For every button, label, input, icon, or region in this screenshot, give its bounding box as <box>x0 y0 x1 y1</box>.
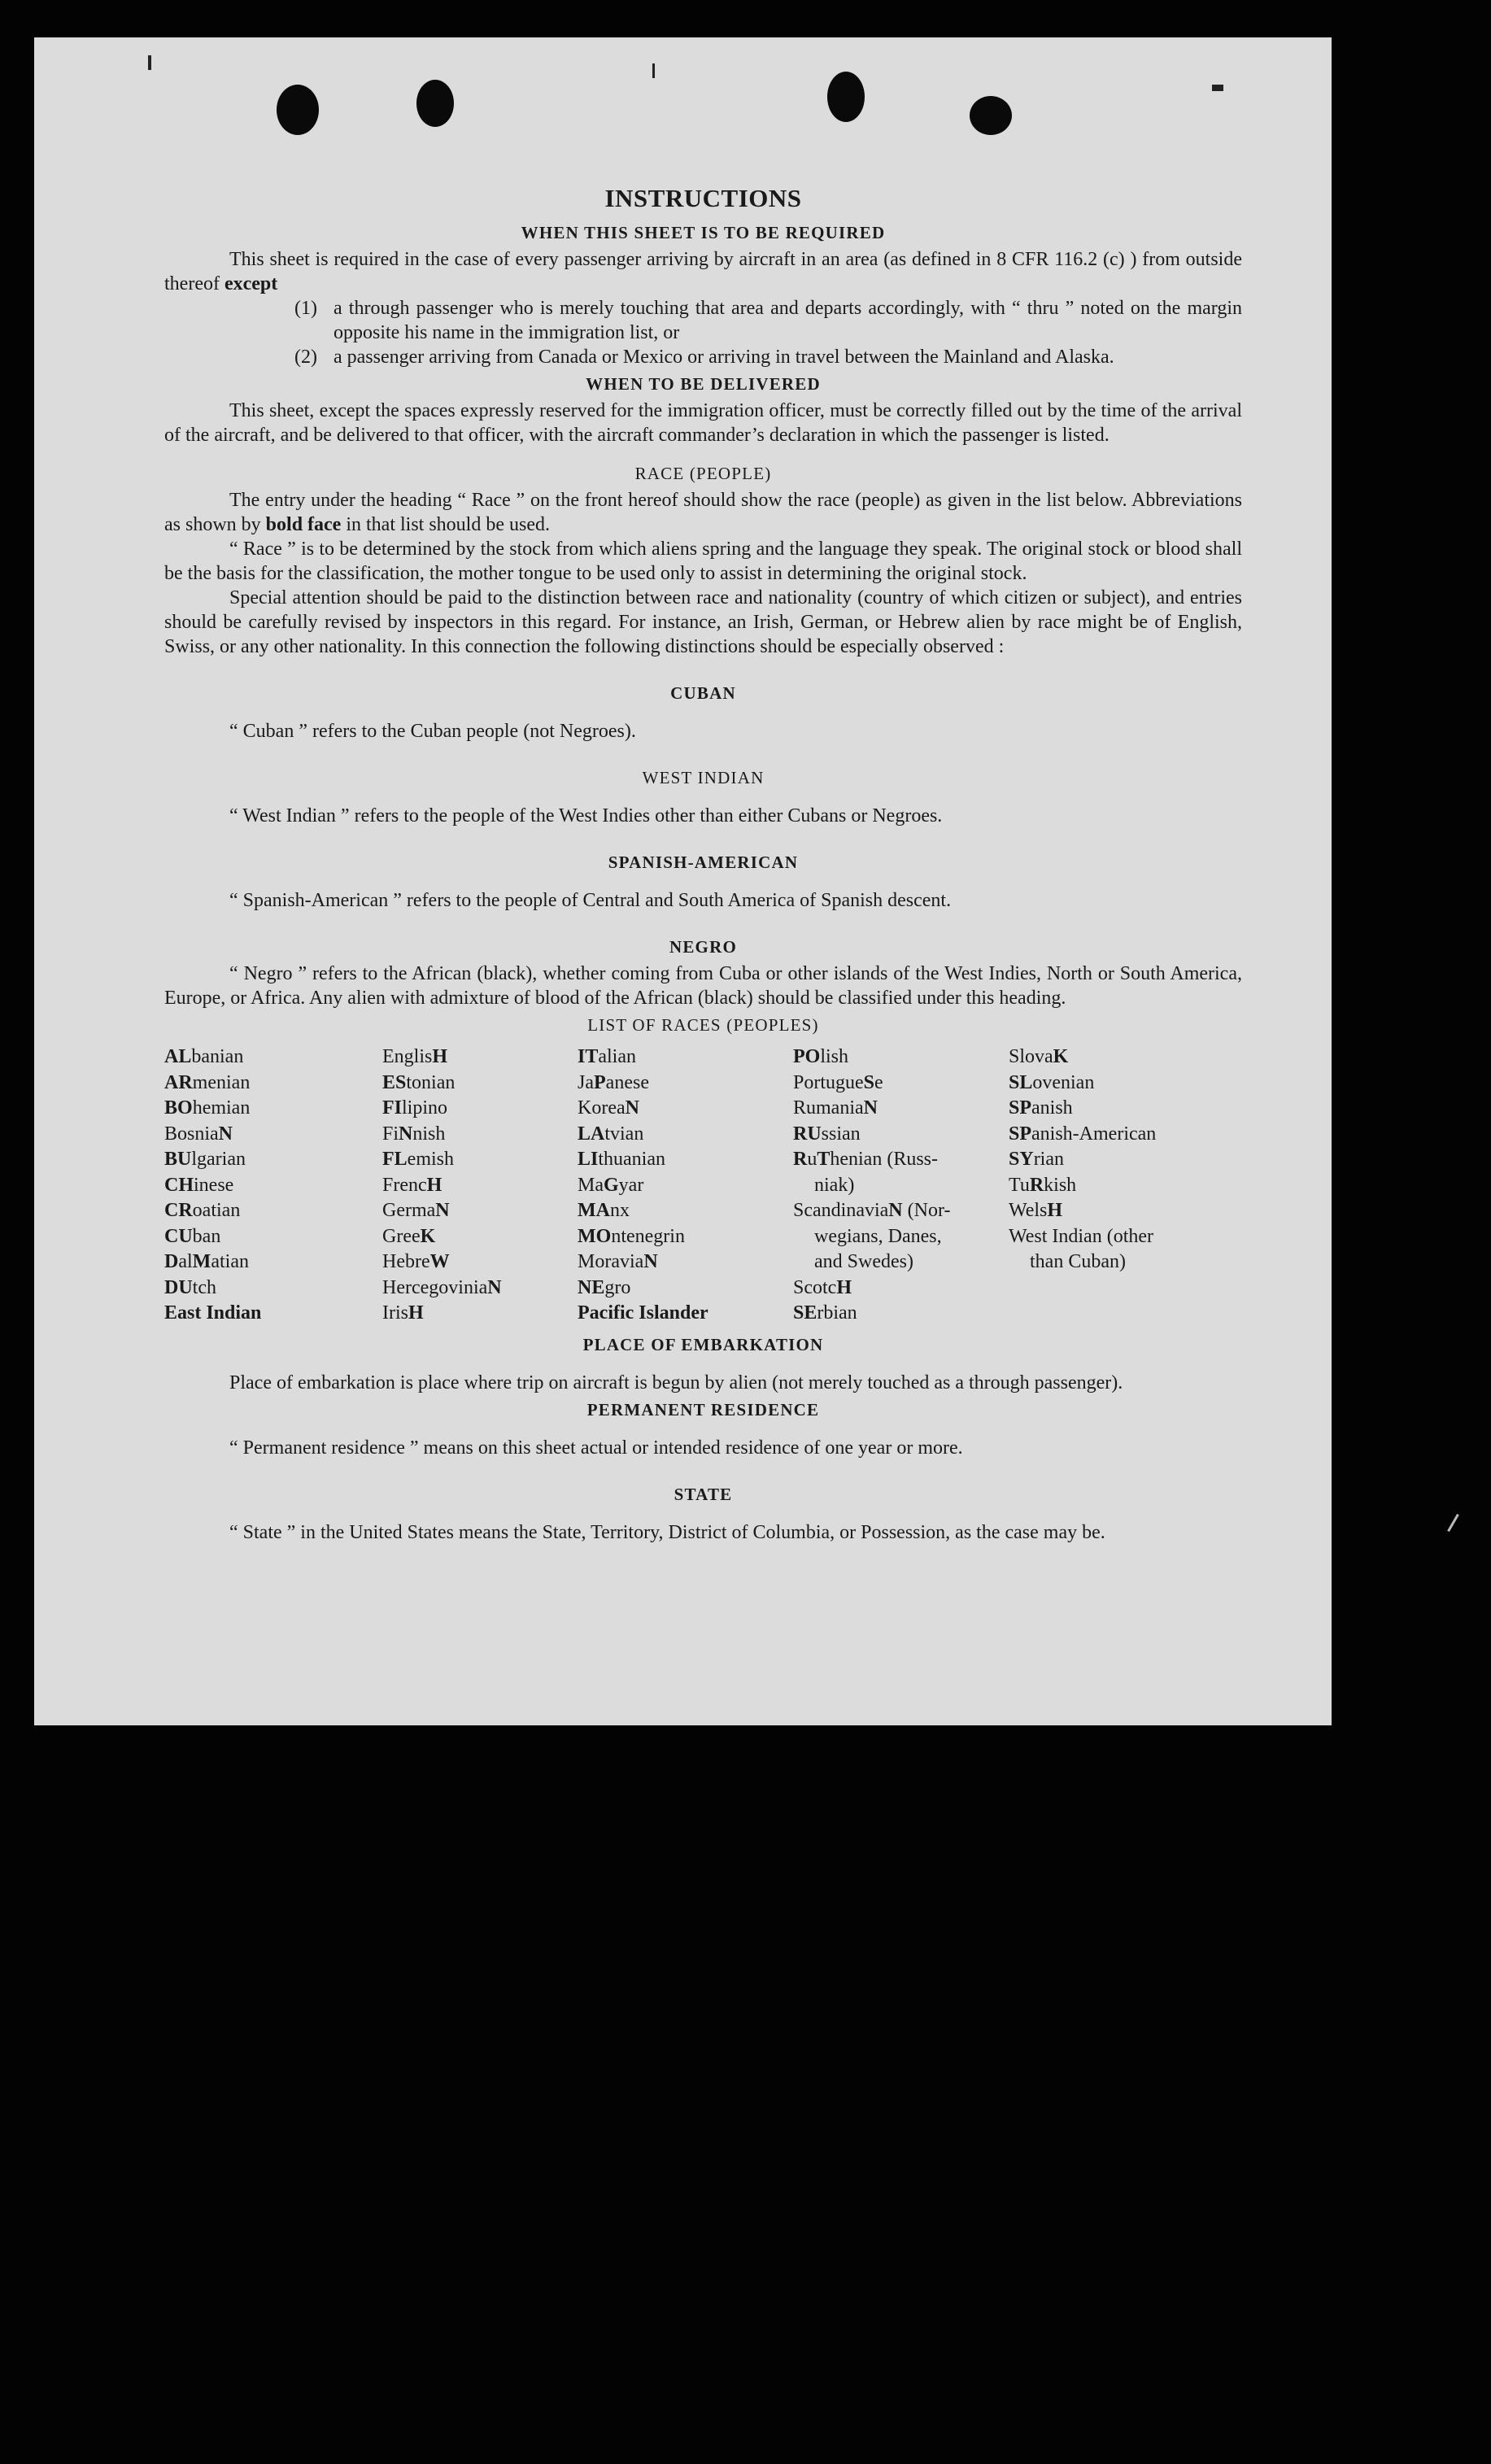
delivered-text: This sheet, except the spaces expressly reserved for the immigration officer, must be correctly filled out by the time of the arrival of the aircraft, and be delivered to that officer, with the aircraft commander’s declaration in which the passenger is listed. <box>164 400 1242 446</box>
document-sheet <box>34 37 1332 1725</box>
race-entry: BUlgarian <box>164 1149 246 1170</box>
race-entry: KoreaN <box>578 1097 639 1119</box>
required-intro: This sheet is required in the case of every passenger arriving by aircraft in an area (as defined in 8 CFR 116.2 (c) ) from outside thereof except <box>164 249 1242 294</box>
heading-required: WHEN THIS SHEET IS TO BE REQUIRED <box>521 223 886 242</box>
embarkation-text: Place of embarkation is place where trip on aircraft is begun by alien (not merely touched as a through passenger). <box>229 1372 1123 1393</box>
races-list <box>164 1044 1242 1327</box>
race-entry: SPanish-American <box>1009 1123 1157 1145</box>
heading-cuban: CUBAN <box>670 683 736 703</box>
heading-embarkation: PLACE OF EMBARKATION <box>582 1334 824 1354</box>
races-column-3 <box>578 1044 793 1327</box>
cuban-text: “ Cuban ” refers to the Cuban people (not Negroes). <box>229 721 636 742</box>
west-indian-text: “ West Indian ” refers to the people of the West Indies other than either Cubans or Negroes. <box>229 805 943 826</box>
race-entry: HercegoviniaN <box>382 1276 502 1298</box>
race-entry: ITalian <box>578 1046 636 1067</box>
race-entry: ALbanian <box>164 1046 244 1067</box>
race-entry: LAtvian <box>578 1123 644 1145</box>
race-entry: GermaN <box>382 1200 450 1221</box>
race-entry: BosniaN <box>164 1123 233 1145</box>
races-column-5 <box>1009 1044 1204 1327</box>
race-entry: niak) <box>814 1174 855 1196</box>
race-entry: and Swedes) <box>814 1251 913 1272</box>
speck-mark <box>652 63 655 78</box>
punch-hole <box>970 96 1012 135</box>
heading-race: RACE (PEOPLE) <box>634 464 772 483</box>
race-entry: EStonian <box>382 1071 456 1093</box>
race-entry: SPanish <box>1009 1097 1073 1119</box>
race-entry: DalMatian <box>164 1251 249 1272</box>
races-column-2 <box>382 1044 578 1327</box>
speck-mark <box>1447 1514 1459 1532</box>
race-entry: ARmenian <box>164 1071 251 1093</box>
document-content <box>164 143 1242 1545</box>
race-paragraph-3: Special attention should be paid to the distinction between race and nationality (country of which citizen or subject), and entries should be carefully revised by inspectors in this regard. For instance, an Irish, German, or Hebrew alien by race might be of English, Swiss, or any other nationality. In this connection the following distinctions should be especially observed : <box>164 587 1242 657</box>
race-entry: ScotcH <box>793 1276 852 1298</box>
race-entry: RUssian <box>793 1123 861 1145</box>
race-entry: SLovenian <box>1009 1071 1095 1093</box>
residence-text: “ Permanent residence ” means on this sheet actual or intended residence of one year or more. <box>229 1437 963 1459</box>
race-entry: SErbian <box>793 1302 857 1324</box>
race-entry: RumaniaN <box>793 1097 878 1119</box>
race-entry: SYrian <box>1009 1149 1064 1170</box>
race-entry: DUtch <box>164 1276 216 1298</box>
punch-hole <box>416 80 454 127</box>
race-entry: JaPanese <box>578 1071 649 1093</box>
race-paragraph-1: The entry under the heading “ Race ” on the front hereof should show the race (people) as given in the list below. Abbreviations as shown by bold face in that list should be used. <box>164 490 1242 535</box>
race-entry: SlovaK <box>1009 1046 1069 1067</box>
race-entry: wegians, Danes, <box>814 1225 942 1247</box>
spanish-american-text: “ Spanish-American ” refers to the people of Central and South America of Spanish descent. <box>229 890 952 911</box>
race-entry: WelsH <box>1009 1200 1063 1221</box>
race-entry: FIlipino <box>382 1097 448 1119</box>
speck-mark <box>148 55 151 70</box>
heading-state: STATE <box>674 1484 733 1504</box>
heading-list-of-races: LIST OF RACES (PEOPLES) <box>587 1015 819 1035</box>
race-entry: HebreW <box>382 1251 450 1272</box>
race-entry: East Indian <box>164 1302 262 1324</box>
race-entry: TuRkish <box>1009 1174 1077 1196</box>
heading-delivered: WHEN TO BE DELIVERED <box>586 374 821 394</box>
state-text: “ State ” in the United States means the State, Territory, District of Columbia, or Possession, as the case may be. <box>229 1521 1105 1543</box>
races-column-1 <box>164 1044 382 1327</box>
race-entry: PortugueSe <box>793 1071 883 1093</box>
race-paragraph-2: “ Race ” is to be determined by the stock from which aliens spring and the language they speak. The original stock or blood shall be the basis for the classification, the mother tongue to be used only to assist in determining the original stock. <box>164 539 1242 584</box>
race-entry: MaGyar <box>578 1174 644 1196</box>
race-entry: LIthuanian <box>578 1149 665 1170</box>
list-item: (1) a through passenger who is merely touching that area and departs accordingly, with “ thru ” noted on the margin opposite his name in the immigration list, or <box>294 298 1242 343</box>
race-entry: MOntenegrin <box>578 1225 685 1247</box>
race-entry: IrisH <box>382 1302 424 1324</box>
race-entry: BOhemian <box>164 1097 251 1119</box>
race-entry: West Indian (other <box>1009 1225 1154 1247</box>
race-entry: RuThenian (Russ- <box>793 1149 939 1170</box>
heading-west-indian: WEST INDIAN <box>642 768 765 787</box>
races-column-4 <box>793 1044 1009 1327</box>
race-entry: Pacific Islander <box>578 1302 708 1324</box>
race-entry: CRoatian <box>164 1200 241 1221</box>
race-entry: FrencH <box>382 1174 443 1196</box>
negro-text: “ Negro ” refers to the African (black), whether coming from Cuba or other islands of the West Indies, North or South America, Europe, or Africa. Any alien with admixture of blood of the African (black) should be classified under this heading. <box>164 963 1242 1009</box>
punch-hole <box>827 72 865 122</box>
race-entry: NEgro <box>578 1276 631 1298</box>
heading-residence: PERMANENT RESIDENCE <box>586 1399 820 1420</box>
race-entry: POlish <box>793 1046 849 1067</box>
race-entry: EnglisH <box>382 1046 448 1067</box>
page-title: INSTRUCTIONS <box>604 184 802 212</box>
race-entry: FLemish <box>382 1149 454 1170</box>
race-entry: GreeK <box>382 1225 436 1247</box>
heading-spanish-american: SPANISH-AMERICAN <box>608 853 799 872</box>
heading-negro: NEGRO <box>669 937 737 957</box>
race-entry: MoraviaN <box>578 1251 658 1272</box>
list-item: (2) a passenger arriving from Canada or Mexico or arriving in travel between the Mainland and Alaska. <box>294 347 1114 368</box>
race-entry: FiNnish <box>382 1123 446 1145</box>
race-entry: ScandinaviaN (Nor- <box>793 1200 951 1221</box>
race-entry: CHinese <box>164 1174 234 1196</box>
punch-hole <box>277 85 319 135</box>
race-entry: MAnx <box>578 1200 630 1221</box>
race-entry: than Cuban) <box>1030 1251 1126 1272</box>
speck-mark <box>1212 85 1223 91</box>
race-entry: CUban <box>164 1225 221 1247</box>
